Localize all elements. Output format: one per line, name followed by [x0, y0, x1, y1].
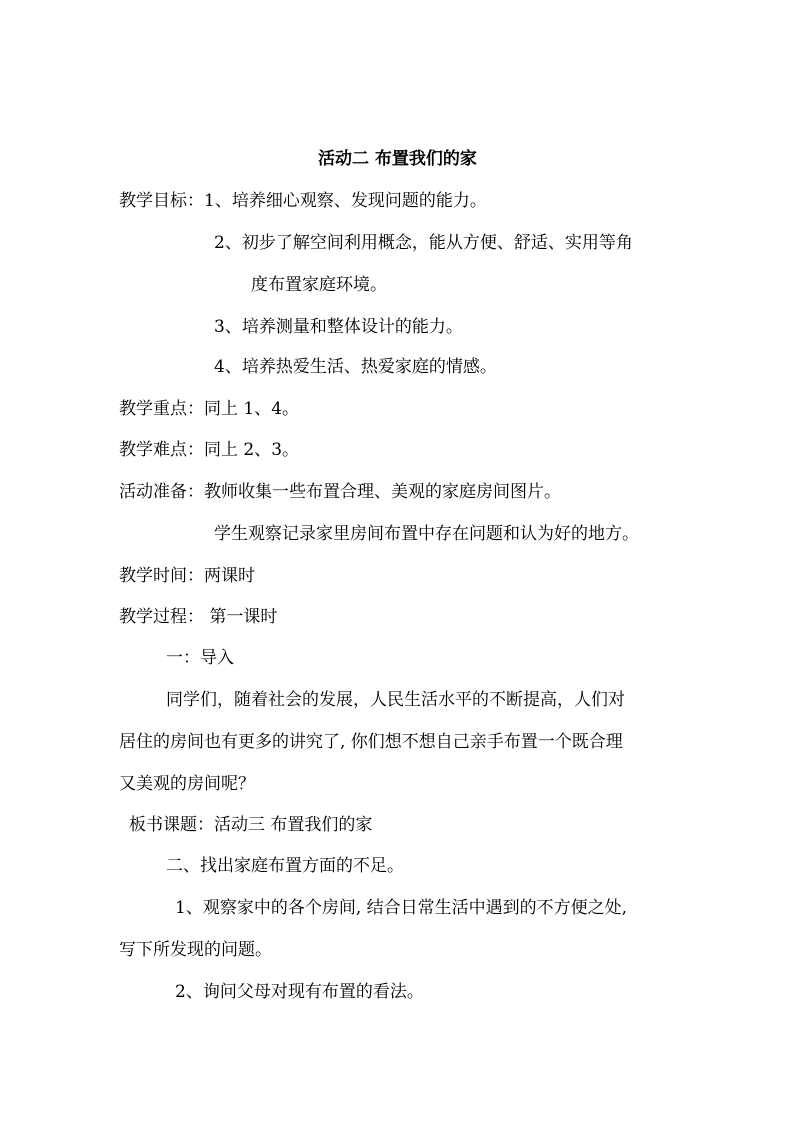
intro-paragraph-line-2: 居住的房间也有更多的讲究了, 你们想不想自己亲手布置一个既合理	[119, 732, 623, 752]
intro-paragraph-line-3: 又美观的房间呢？	[119, 774, 255, 794]
teaching-process: 教学过程： 第一课时	[119, 607, 278, 627]
activity-preparation-students: 学生观察记录家里房间布置中存在问题和认为好的地方。	[214, 524, 639, 544]
teaching-goal-1: 教学目标：1、培养细心观察、发现问题的能力。	[119, 191, 487, 211]
teaching-goal-2: 2、初步了解空间利用概念，能从方便、舒适、实用等角	[214, 233, 633, 253]
teaching-goal-2-cont: 度布置家庭环境。	[251, 275, 387, 295]
board-topic: 板书课题：活动三 布置我们的家	[129, 815, 373, 835]
section-intro-heading: 一：导入	[166, 648, 234, 668]
teaching-goal-3: 3、培养测量和整体设计的能力。	[214, 317, 463, 337]
activity-preparation: 活动准备：教师收集一些布置合理、美观的家庭房间图片。	[119, 482, 561, 502]
teaching-time: 教学时间：两课时	[119, 566, 255, 586]
document-title: 活动二 布置我们的家	[318, 149, 477, 169]
section-two-heading: 二、找出家庭布置方面的不足。	[166, 856, 404, 876]
teaching-goal-4: 4、培养热爱生活、热爱家庭的情感。	[214, 357, 497, 377]
intro-paragraph-line-1: 同学们，随着社会的发展，人民生活水平的不断提高，人们对	[166, 690, 625, 710]
teaching-difficulty: 教学难点：同上 2、3。	[119, 440, 300, 460]
teaching-focus: 教学重点：同上 1、4。	[119, 399, 300, 419]
section-two-item-2: 2、询问父母对现有布置的看法。	[175, 982, 424, 1002]
section-two-item-1: 1、观察家中的各个房间, 结合日常生活中遇到的不方便之处,	[175, 898, 628, 918]
section-two-item-1-cont: 写下所发现的问题。	[119, 940, 272, 960]
